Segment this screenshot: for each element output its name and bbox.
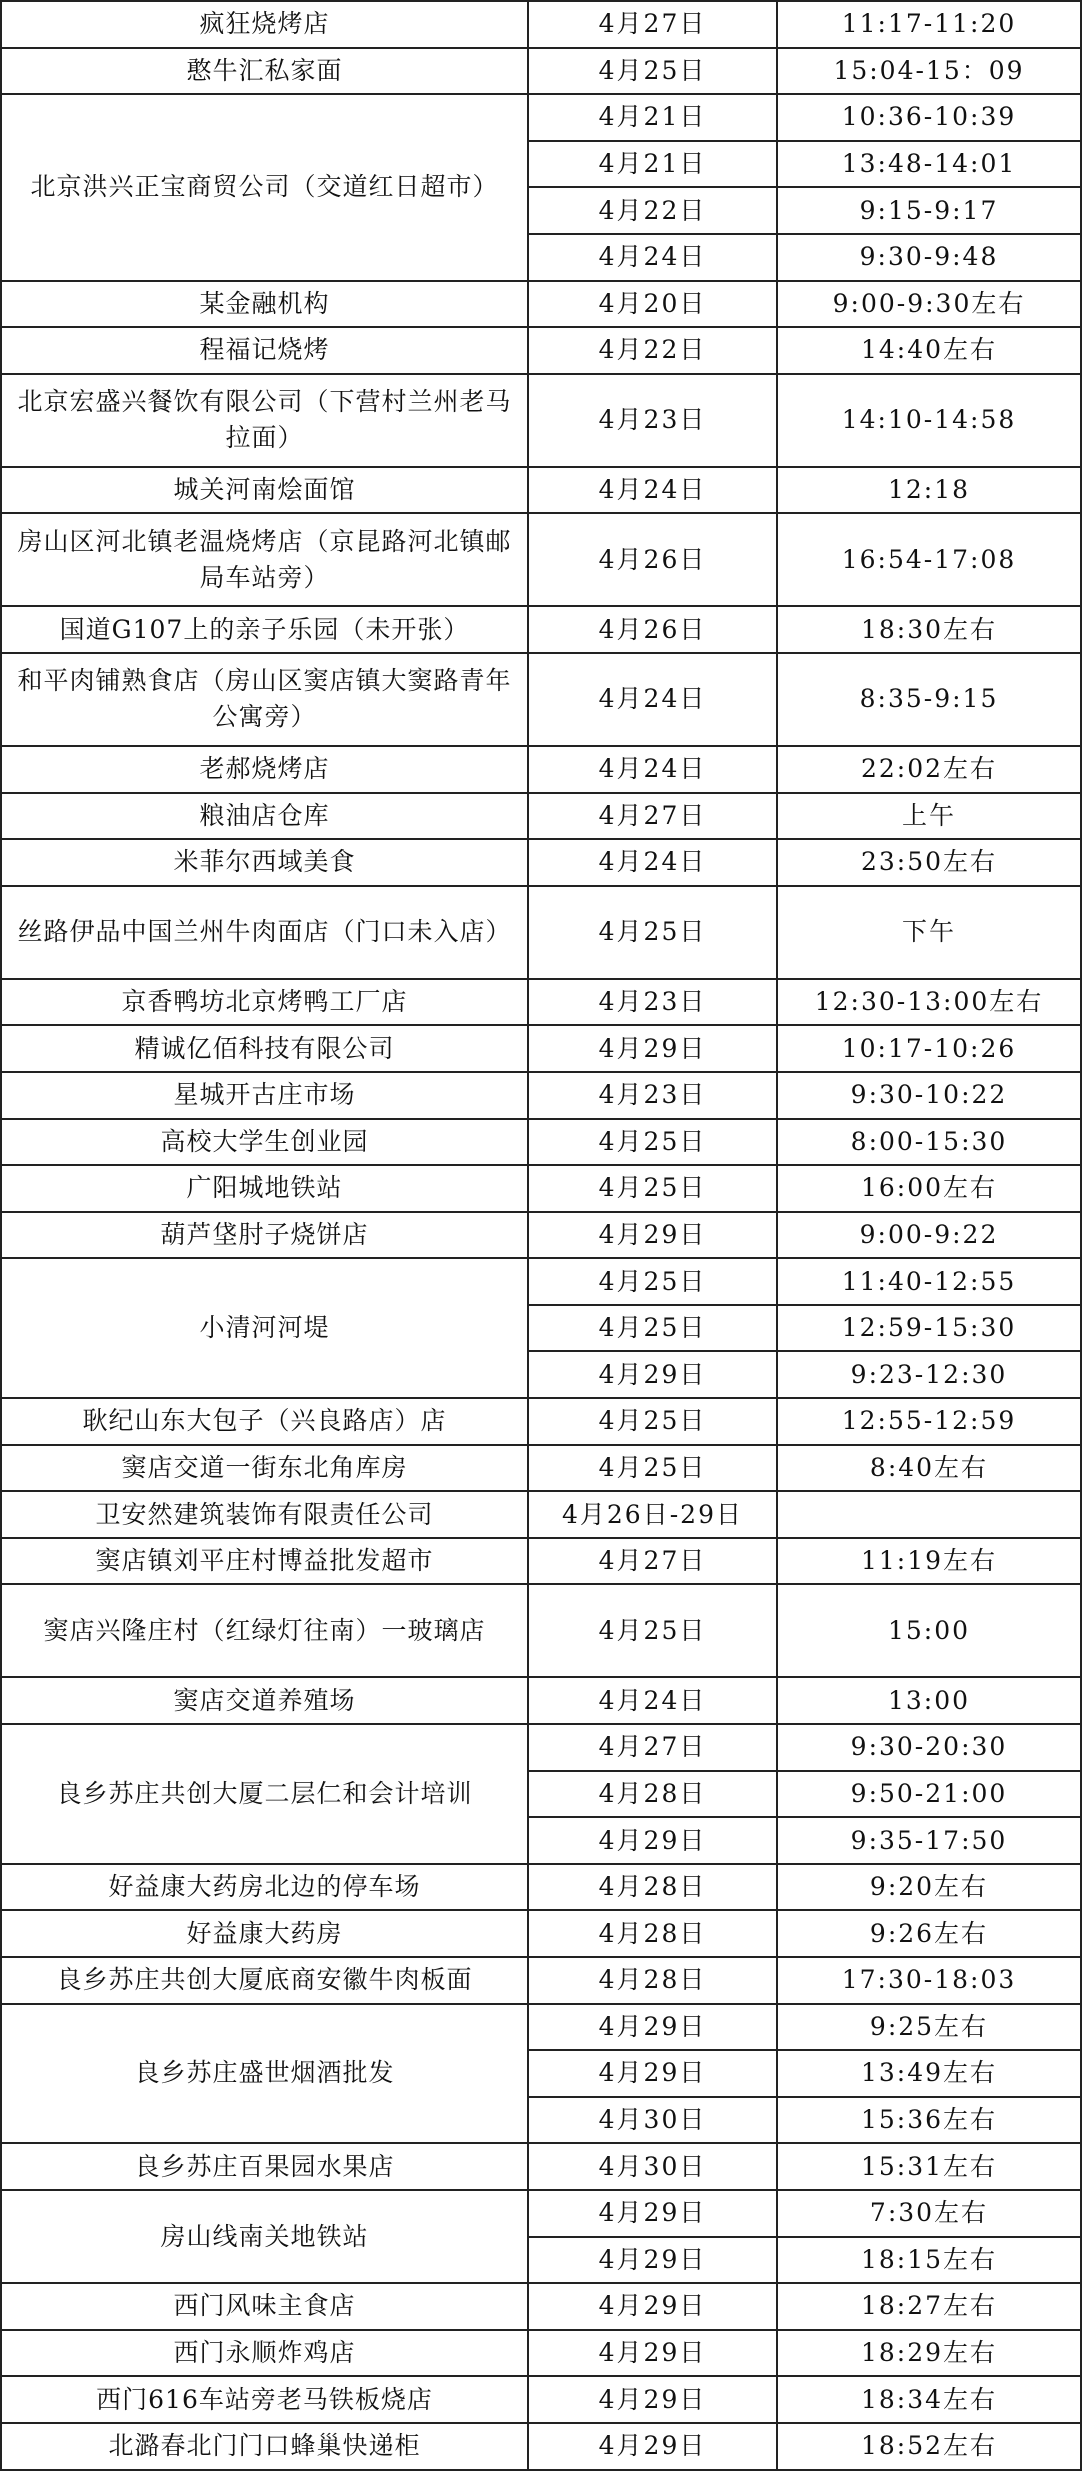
date-cell: 4月25日 <box>528 1445 777 1492</box>
table-row <box>1 2376 1081 2423</box>
table-row <box>1 1025 1081 1072</box>
time-cell: 12:30-13:00左右 <box>777 979 1081 1026</box>
time-cell: 22:02左右 <box>777 746 1081 793</box>
place-cell: 西门永顺炸鸡店 <box>1 2330 528 2377</box>
place-cell: 良乡苏庄共创大厦底商安徽牛肉板面 <box>1 1957 528 2004</box>
table-row <box>1 94 1081 141</box>
place-cell: 西门风味主食店 <box>1 2283 528 2330</box>
time-cell: 12:18 <box>777 467 1081 514</box>
time-cell: 18:27左右 <box>777 2283 1081 2330</box>
table-row <box>1 2283 1081 2330</box>
table-row <box>1 48 1081 95</box>
table-row <box>1 1165 1081 1212</box>
place-cell: 房山线南关地铁站 <box>1 2190 528 2283</box>
date-cell: 4月29日 <box>528 2050 777 2097</box>
date-cell: 4月27日 <box>528 1 777 48</box>
time-cell: 18:52左右 <box>777 2423 1081 2470</box>
date-cell: 4月24日 <box>528 467 777 514</box>
date-cell: 4月27日 <box>528 793 777 840</box>
time-cell: 8:00-15:30 <box>777 1119 1081 1166</box>
date-cell: 4月25日 <box>528 1119 777 1166</box>
date-cell: 4月25日 <box>528 1584 777 1677</box>
table-row <box>1 467 1081 514</box>
time-cell: 18:30左右 <box>777 606 1081 653</box>
date-cell: 4月26日-29日 <box>528 1491 777 1538</box>
date-cell: 4月28日 <box>528 1771 777 1818</box>
place-cell: 和平肉铺熟食店（房山区窦店镇大窦路青年公寓旁） <box>1 653 528 746</box>
place-cell: 小清河河堤 <box>1 1258 528 1398</box>
date-cell: 4月22日 <box>528 187 777 234</box>
place-cell: 北京洪兴正宝商贸公司（交道红日超市） <box>1 94 528 280</box>
time-cell: 12:59-15:30 <box>777 1305 1081 1352</box>
time-cell: 15:04-15：09 <box>777 48 1081 95</box>
table-row <box>1 839 1081 886</box>
table-row <box>1 1 1081 48</box>
table-row <box>1 2143 1081 2190</box>
date-cell: 4月25日 <box>528 1305 777 1352</box>
place-cell: 良乡苏庄百果园水果店 <box>1 2143 528 2190</box>
date-cell: 4月25日 <box>528 1165 777 1212</box>
time-cell: 7:30左右 <box>777 2190 1081 2237</box>
time-cell: 9:15-9:17 <box>777 187 1081 234</box>
place-cell: 米菲尔西域美食 <box>1 839 528 886</box>
table-row <box>1 2004 1081 2051</box>
date-cell: 4月29日 <box>528 2376 777 2423</box>
time-cell: 17:30-18:03 <box>777 1957 1081 2004</box>
date-cell: 4月29日 <box>528 1817 777 1864</box>
table-row <box>1 374 1081 467</box>
date-cell: 4月21日 <box>528 94 777 141</box>
date-cell: 4月26日 <box>528 606 777 653</box>
date-cell: 4月27日 <box>528 1538 777 1585</box>
table-row <box>1 1910 1081 1957</box>
table-row <box>1 1398 1081 1445</box>
place-cell: 耿纪山东大包子（兴良路店）店 <box>1 1398 528 1445</box>
time-cell: 14:40左右 <box>777 327 1081 374</box>
table-row <box>1 653 1081 746</box>
table-row <box>1 1538 1081 1585</box>
time-cell: 11:19左右 <box>777 1538 1081 1585</box>
date-cell: 4月29日 <box>528 2004 777 2051</box>
table-row <box>1 1584 1081 1677</box>
date-cell: 4月24日 <box>528 746 777 793</box>
place-cell: 卫安然建筑装饰有限责任公司 <box>1 1491 528 1538</box>
place-cell: 房山区河北镇老温烧烤店（京昆路河北镇邮局车站旁） <box>1 513 528 606</box>
table-row <box>1 1119 1081 1166</box>
date-cell: 4月25日 <box>528 886 777 979</box>
time-cell: 13:48-14:01 <box>777 141 1081 188</box>
time-cell: 11:40-12:55 <box>777 1258 1081 1305</box>
date-cell: 4月29日 <box>528 2283 777 2330</box>
date-cell: 4月24日 <box>528 653 777 746</box>
place-cell: 丝路伊品中国兰州牛肉面店（门口未入店） <box>1 886 528 979</box>
date-cell: 4月24日 <box>528 839 777 886</box>
table-row <box>1 1677 1081 1724</box>
place-cell: 粮油店仓库 <box>1 793 528 840</box>
time-cell: 16:00左右 <box>777 1165 1081 1212</box>
place-cell: 好益康大药房 <box>1 1910 528 1957</box>
table-row <box>1 2190 1081 2237</box>
table-row <box>1 1212 1081 1259</box>
table-row <box>1 2423 1081 2470</box>
date-cell: 4月23日 <box>528 979 777 1026</box>
time-cell: 14:10-14:58 <box>777 374 1081 467</box>
place-cell: 程福记烧烤 <box>1 327 528 374</box>
date-cell: 4月23日 <box>528 374 777 467</box>
place-cell: 窦店镇刘平庄村博益批发超市 <box>1 1538 528 1585</box>
table-row <box>1 1724 1081 1771</box>
time-cell: 下午 <box>777 886 1081 979</box>
table-row <box>1 606 1081 653</box>
date-cell: 4月29日 <box>528 1212 777 1259</box>
time-cell: 18:15左右 <box>777 2237 1081 2284</box>
time-cell: 10:17-10:26 <box>777 1025 1081 1072</box>
place-cell: 疯狂烧烤店 <box>1 1 528 48</box>
table-row <box>1 886 1081 979</box>
place-cell: 窦店兴隆庄村（红绿灯往南）一玻璃店 <box>1 1584 528 1677</box>
time-cell: 9:50-21:00 <box>777 1771 1081 1818</box>
date-cell: 4月30日 <box>528 2097 777 2144</box>
table-row <box>1 1072 1081 1119</box>
date-cell: 4月29日 <box>528 2423 777 2470</box>
time-cell <box>777 1491 1081 1538</box>
table-row <box>1 979 1081 1026</box>
date-cell: 4月28日 <box>528 1910 777 1957</box>
table-body <box>1 1 1081 2470</box>
date-cell: 4月25日 <box>528 1398 777 1445</box>
time-cell: 9:30-10:22 <box>777 1072 1081 1119</box>
table-row <box>1 793 1081 840</box>
place-cell: 良乡苏庄共创大厦二层仁和会计培训 <box>1 1724 528 1864</box>
place-cell: 窦店交道养殖场 <box>1 1677 528 1724</box>
place-cell: 广阳城地铁站 <box>1 1165 528 1212</box>
place-cell: 北京宏盛兴餐饮有限公司（下营村兰州老马拉面） <box>1 374 528 467</box>
time-cell: 18:34左右 <box>777 2376 1081 2423</box>
place-cell: 老郝烧烤店 <box>1 746 528 793</box>
time-cell: 9:35-17:50 <box>777 1817 1081 1864</box>
place-cell: 窦店交道一街东北角库房 <box>1 1445 528 1492</box>
place-cell: 西门616车站旁老马铁板烧店 <box>1 2376 528 2423</box>
table-row <box>1 1445 1081 1492</box>
date-cell: 4月29日 <box>528 2330 777 2377</box>
time-cell: 11:17-11:20 <box>777 1 1081 48</box>
date-cell: 4月23日 <box>528 1072 777 1119</box>
table-row <box>1 281 1081 328</box>
place-cell: 国道G107上的亲子乐园（未开张） <box>1 606 528 653</box>
time-cell: 15:00 <box>777 1584 1081 1677</box>
table-row <box>1 1258 1081 1305</box>
date-cell: 4月28日 <box>528 1957 777 2004</box>
place-cell: 北潞春北门门口蜂巢快递柜 <box>1 2423 528 2470</box>
table-row <box>1 1957 1081 2004</box>
table-row <box>1 746 1081 793</box>
date-cell: 4月20日 <box>528 281 777 328</box>
time-cell: 10:36-10:39 <box>777 94 1081 141</box>
time-cell: 上午 <box>777 793 1081 840</box>
date-cell: 4月21日 <box>528 141 777 188</box>
time-cell: 9:00-9:30左右 <box>777 281 1081 328</box>
time-cell: 9:00-9:22 <box>777 1212 1081 1259</box>
time-cell: 12:55-12:59 <box>777 1398 1081 1445</box>
place-cell: 精诚亿佰科技有限公司 <box>1 1025 528 1072</box>
place-cell: 好益康大药房北边的停车场 <box>1 1864 528 1911</box>
date-cell: 4月30日 <box>528 2143 777 2190</box>
table-row <box>1 2330 1081 2377</box>
date-cell: 4月24日 <box>528 1677 777 1724</box>
date-cell: 4月29日 <box>528 1351 777 1398</box>
place-cell: 城关河南烩面馆 <box>1 467 528 514</box>
time-cell: 9:20左右 <box>777 1864 1081 1911</box>
time-cell: 15:31左右 <box>777 2143 1081 2190</box>
time-cell: 9:30-9:48 <box>777 234 1081 281</box>
time-cell: 23:50左右 <box>777 839 1081 886</box>
date-cell: 4月29日 <box>528 2237 777 2284</box>
time-cell: 13:00 <box>777 1677 1081 1724</box>
table-row <box>1 513 1081 606</box>
table-row <box>1 327 1081 374</box>
table-row <box>1 1864 1081 1911</box>
time-cell: 9:30-20:30 <box>777 1724 1081 1771</box>
place-cell: 某金融机构 <box>1 281 528 328</box>
place-cell: 星城开古庄市场 <box>1 1072 528 1119</box>
date-cell: 4月27日 <box>528 1724 777 1771</box>
time-cell: 9:26左右 <box>777 1910 1081 1957</box>
date-cell: 4月29日 <box>528 2190 777 2237</box>
place-cell: 良乡苏庄盛世烟酒批发 <box>1 2004 528 2144</box>
place-cell: 京香鸭坊北京烤鸭工厂店 <box>1 979 528 1026</box>
time-cell: 9:23-12:30 <box>777 1351 1081 1398</box>
time-cell: 8:40左右 <box>777 1445 1081 1492</box>
date-cell: 4月29日 <box>528 1025 777 1072</box>
place-cell: 憨牛汇私家面 <box>1 48 528 95</box>
place-cell: 高校大学生创业园 <box>1 1119 528 1166</box>
date-cell: 4月28日 <box>528 1864 777 1911</box>
place-cell: 葫芦垡肘子烧饼店 <box>1 1212 528 1259</box>
table-row <box>1 1491 1081 1538</box>
time-cell: 18:29左右 <box>777 2330 1081 2377</box>
time-cell: 9:25左右 <box>777 2004 1081 2051</box>
date-cell: 4月25日 <box>528 48 777 95</box>
date-cell: 4月22日 <box>528 327 777 374</box>
date-cell: 4月24日 <box>528 234 777 281</box>
date-cell: 4月25日 <box>528 1258 777 1305</box>
time-cell: 8:35-9:15 <box>777 653 1081 746</box>
time-cell: 15:36左右 <box>777 2097 1081 2144</box>
time-cell: 16:54-17:08 <box>777 513 1081 606</box>
date-cell: 4月26日 <box>528 513 777 606</box>
time-cell: 13:49左右 <box>777 2050 1081 2097</box>
